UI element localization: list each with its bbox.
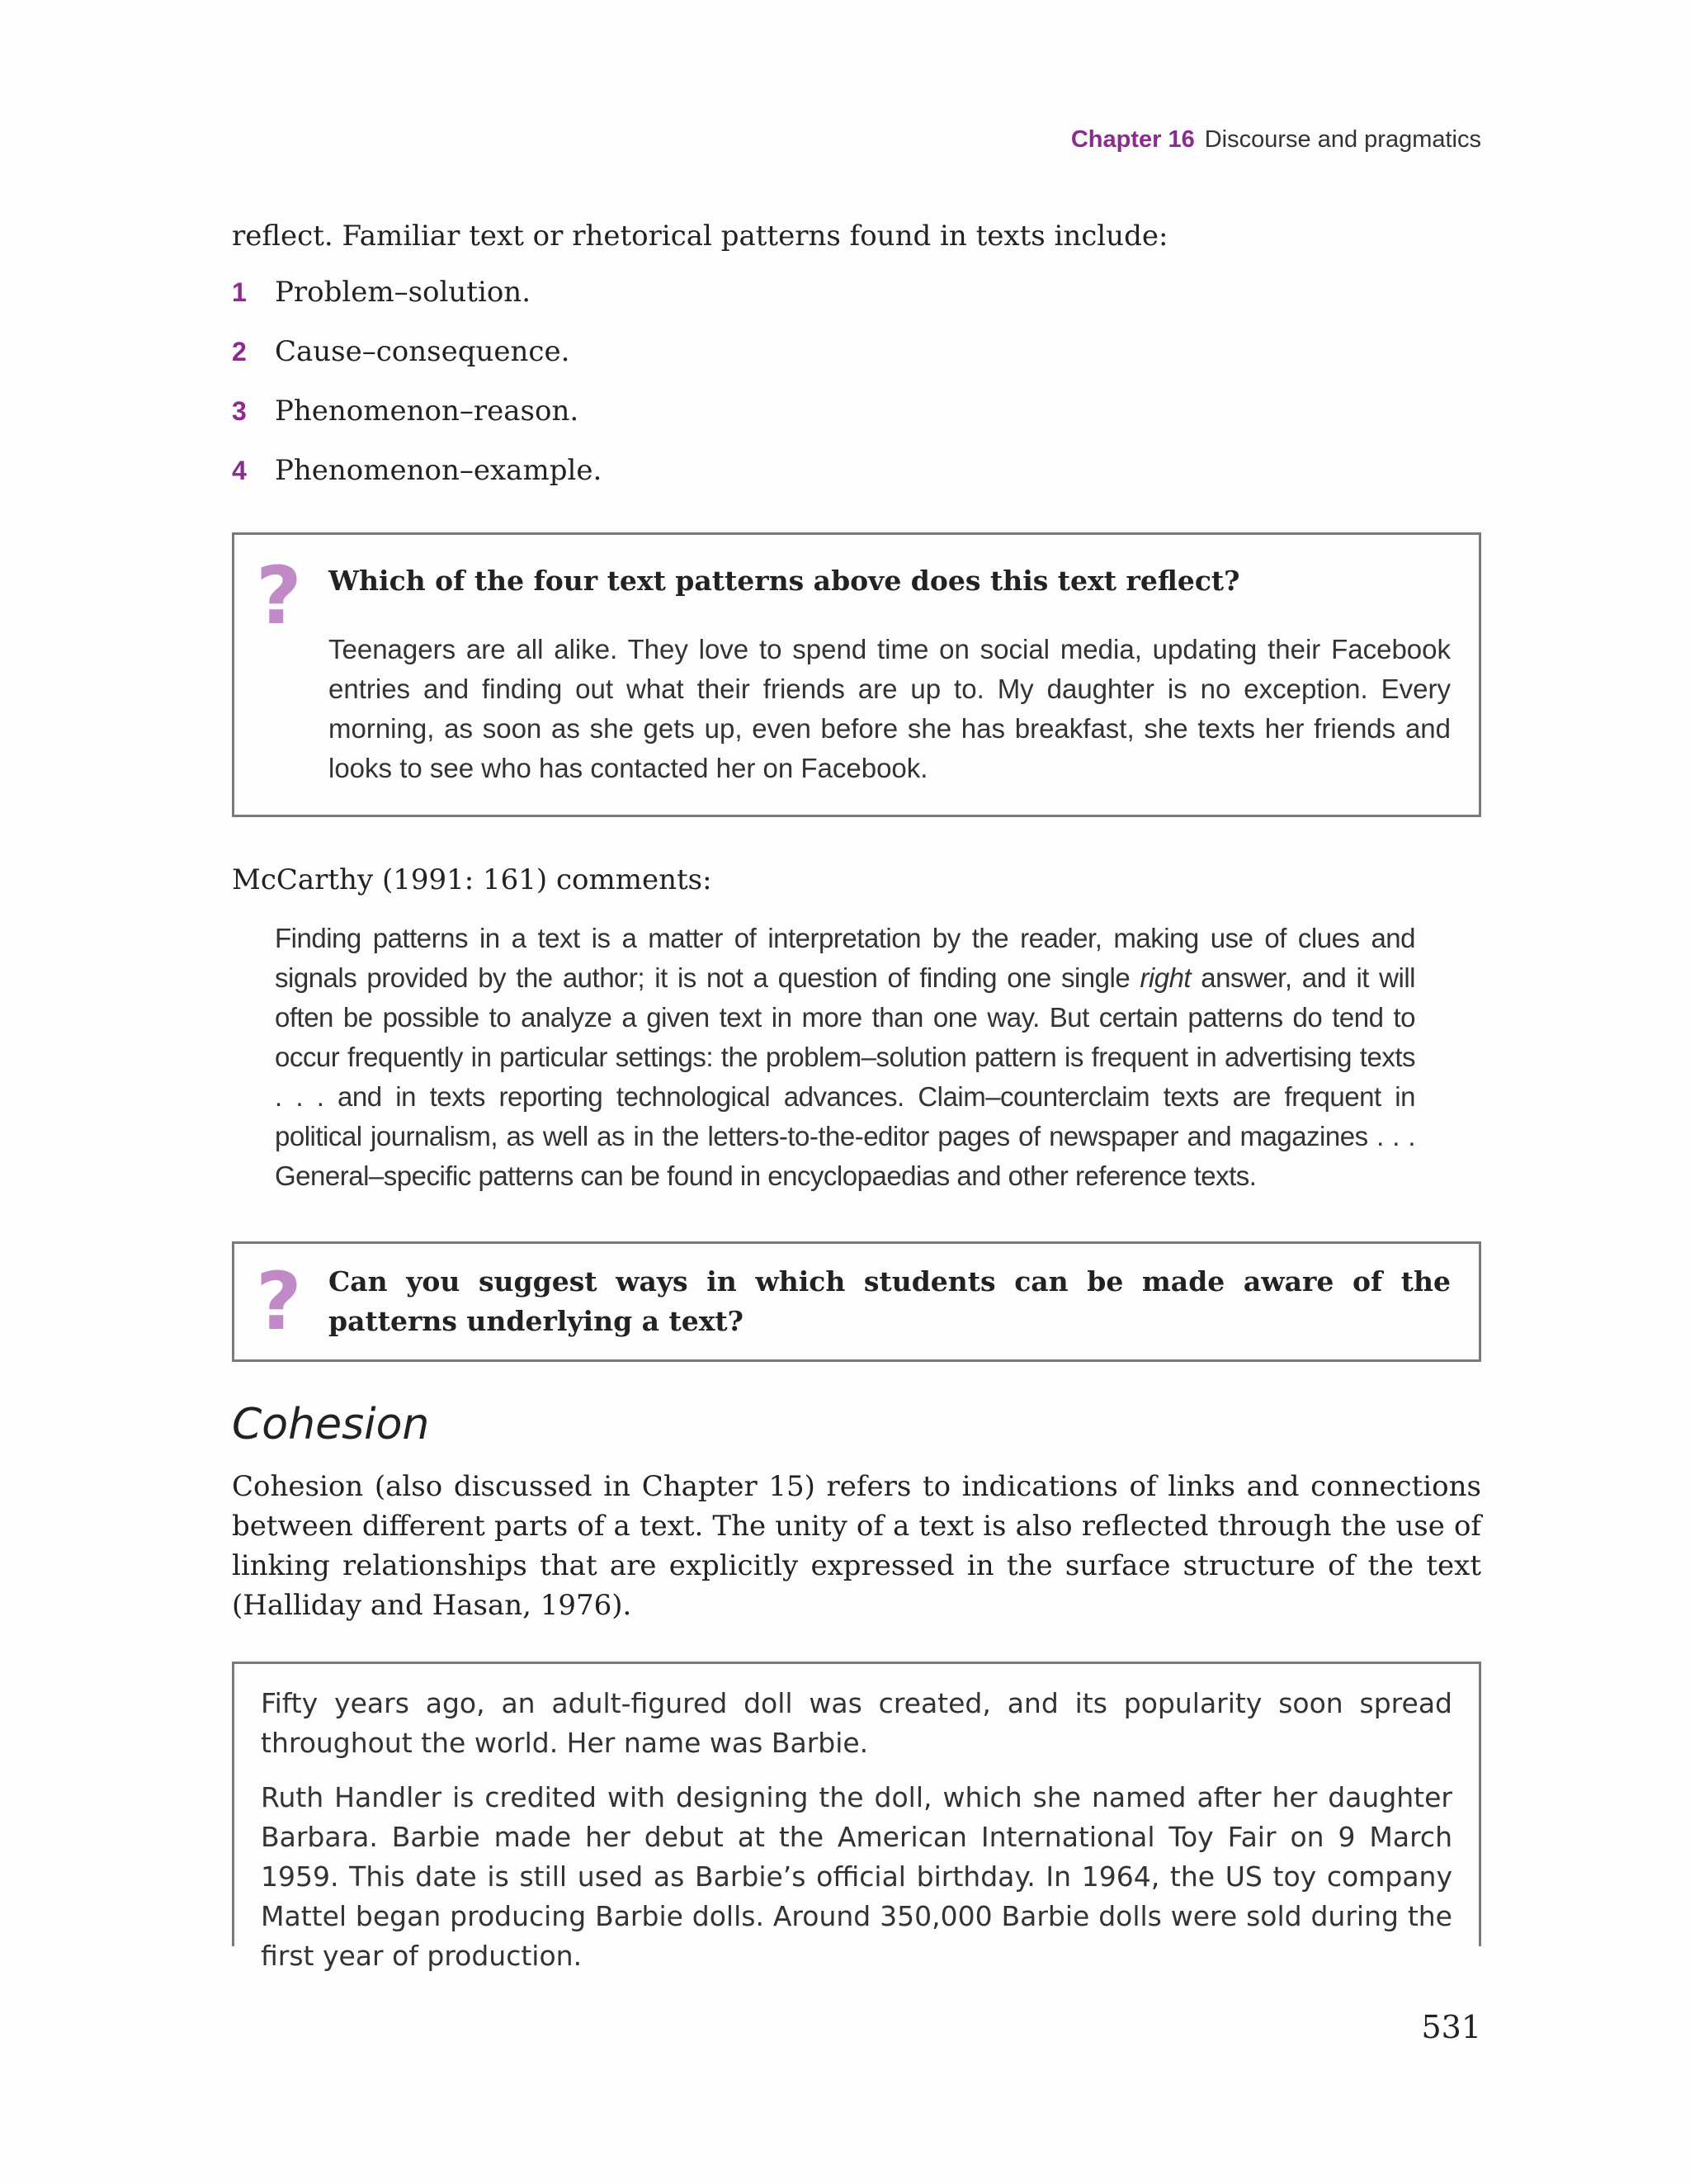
list-item: [232, 332, 602, 391]
running-header: [1071, 126, 1481, 154]
question-title: Which of the four text patterns above does this text reflect?: [328, 565, 1240, 597]
list-item: [232, 391, 602, 451]
list-item: [232, 451, 602, 510]
intro-text: reflect. Familiar text or rhetorical patterns found in texts include:: [232, 220, 1168, 253]
quote-text-end: answer, and it will often be possible to analyze a given text in more than one way. But certain patterns do tend to occur frequently in particular settings: the problem–solution pattern is frequent in advertising texts . . . and in texts reporting technological advances. Claim–counterclaim texts are frequent in political journalism, as well as in the letters-to-the-editor pages of newspaper and magazines . . . General–specific patterns can be found in encyclopaedias and other reference texts.: [275, 962, 1415, 1191]
question-box-2: [232, 1241, 1481, 1362]
quote-text-start: Finding patterns in a text is a matter of interpretation by the reader, making use of clues and signals provided by the author; it is not a question of finding one single: [275, 923, 1415, 993]
list-text: Phenomenon–example.: [275, 454, 602, 487]
question-box-1: [232, 532, 1481, 817]
block-quote: [275, 919, 1415, 1196]
section-heading: Cohesion: [232, 1400, 430, 1449]
section-body: Cohesion (also discussed in Chapter 15) refers to indications of links and connections between different parts of a text. The unity of a text is also reflected through the use of linking relationships that are explicitly expressed in the surface structure of the text (Halliday and Hasan, 1976).: [232, 1470, 1481, 1622]
question-mark-icon: ?: [256, 1255, 302, 1348]
list-text: Phenomenon–reason.: [275, 395, 579, 428]
list-text: Problem–solution.: [275, 276, 531, 309]
example-paragraph-2: Ruth Handler is credited with designing the doll, which she named after her daughter Barbara. Barbie made her debut at the American International Toy Fair on 9 March 1959. This date is still used as Barbie’s official birthday. In 1964, the US toy company Mattel began producing Barbie dolls. Around 350,000 Barbie dolls were sold during the first year of production.: [261, 1781, 1452, 1972]
list-number: 2: [232, 337, 247, 366]
chapter-label: Chapter 16: [1070, 126, 1195, 153]
pattern-list: [232, 272, 602, 510]
list-text: Cause–consequence.: [275, 335, 570, 368]
list-item: [232, 272, 602, 332]
quote-emphasis: right: [1140, 962, 1192, 993]
page-number: 531: [1421, 2009, 1481, 2045]
question-title: Can you suggest ways in which students can be made aware of the patterns underlying a text?: [328, 1265, 1451, 1337]
example-text-box: [232, 1662, 1481, 1972]
example-paragraph-1: Fifty years ago, an adult-figured doll was created, and its popularity soon spread throughout the world. Her name was Barbie.: [261, 1687, 1452, 1759]
list-number: 4: [232, 456, 247, 485]
question-mark-icon: ?: [256, 550, 302, 642]
list-number: 1: [232, 277, 247, 307]
book-page: [232, 0, 1481, 2184]
list-number: 3: [232, 396, 247, 426]
chapter-title: Discourse and pragmatics: [1204, 126, 1481, 153]
question-sample-text: Teenagers are all alike. They love to spend time on social media, updating their Facebook entries and finding out what their friends are up to. My daughter is no exception. Every morning, as soon as she gets up, even before she has breakfast, she texts her friends and looks to see who has contacted her on Facebook.: [328, 634, 1451, 783]
citation-text: McCarthy (1991: 161) comments:: [232, 863, 712, 896]
